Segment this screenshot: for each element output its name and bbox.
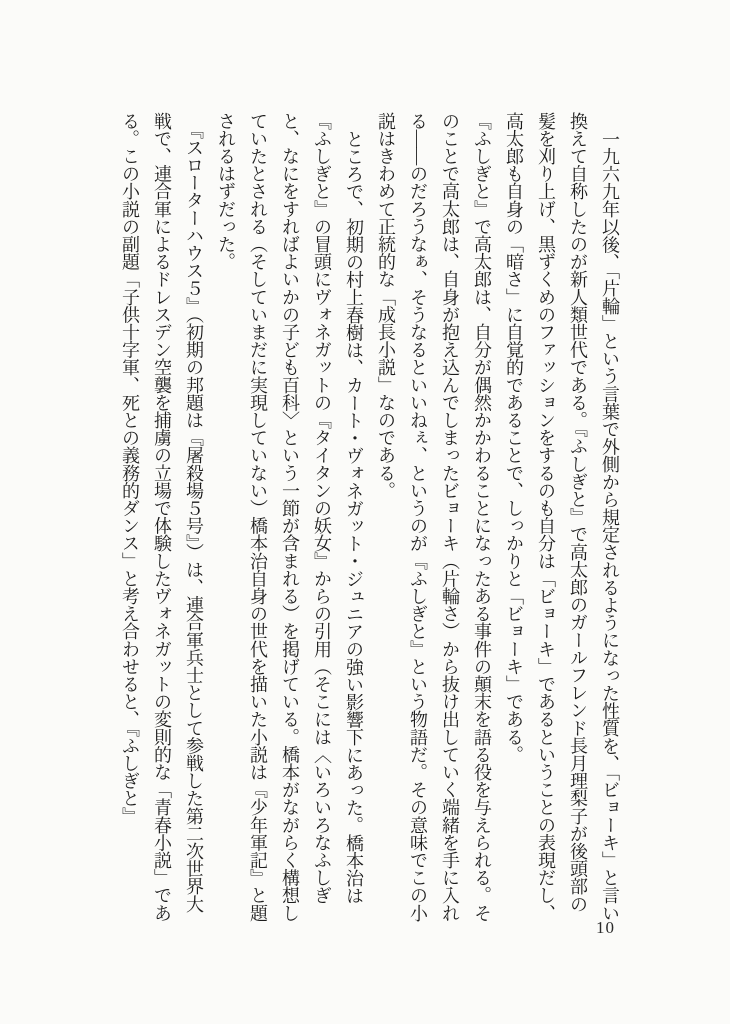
paragraph-3: ところで、初期の村上春樹は、カート・ヴォネガット・ジュニアの強い影響下にあった。橋本治は『ふしぎと』の冒頭にヴォネガットの『タイタンの妖女』からの引用（そこには〈いろいろなふしぎと、なにをすればよいかの子ども百科〉という一節が含まれる）を掲げている。橋本がながらく構想していたとされる（そしていまだに実現していない）橋本治自身の世代を描いた小説は『少年軍記』と題されるはずだった。 bbox=[216, 112, 364, 922]
body-text bbox=[114, 112, 626, 924]
paragraph-1: 一九六九年以後、「片輪」という言葉で外側から規定されるようになった性質を、「ビョーキ」と言い換えて自称したのが新人類世代である。『ふしぎと』で高太郎のガールフレンド長月理梨子が後頭部の髪を刈り上げ、黒ずくめのファッションをするのも自分は「ビョーキ」であるということの表現だし、高太郎も自身の「暗さ」に自覚的であることで、しっかりと「ビョーキ」である。 bbox=[504, 112, 620, 922]
paragraph-4: 『スローターハウス５』（初期の邦題は『屠殺場５号』）は、連合軍兵士として参戦した第二次世界大戦で、連合軍によるドレスデン空襲を捕虜の立場で体験したヴォネガットの変則的な「青春小説」である。この小説の副題「子供十字軍、死との義務的ダンス」と考え合わせると、『ふしぎと』 bbox=[120, 112, 204, 922]
paragraph-2: 『ふしぎと』で高太郎は、自分が偶然かかわることになったある事件の顛末を語る役を与えられる。そのことで高太郎は、自身が抱え込んでしまったビョーキ（片輪さ）から抜け出していく端緒を手に入れる——のだろうなぁ、そうなるといいねぇ、というのが『ふしぎと』という物語だ。その意味でこの小説はきわめて正統的な「成長小説」なのである。 bbox=[376, 112, 492, 922]
page-number: 10 bbox=[596, 918, 615, 937]
